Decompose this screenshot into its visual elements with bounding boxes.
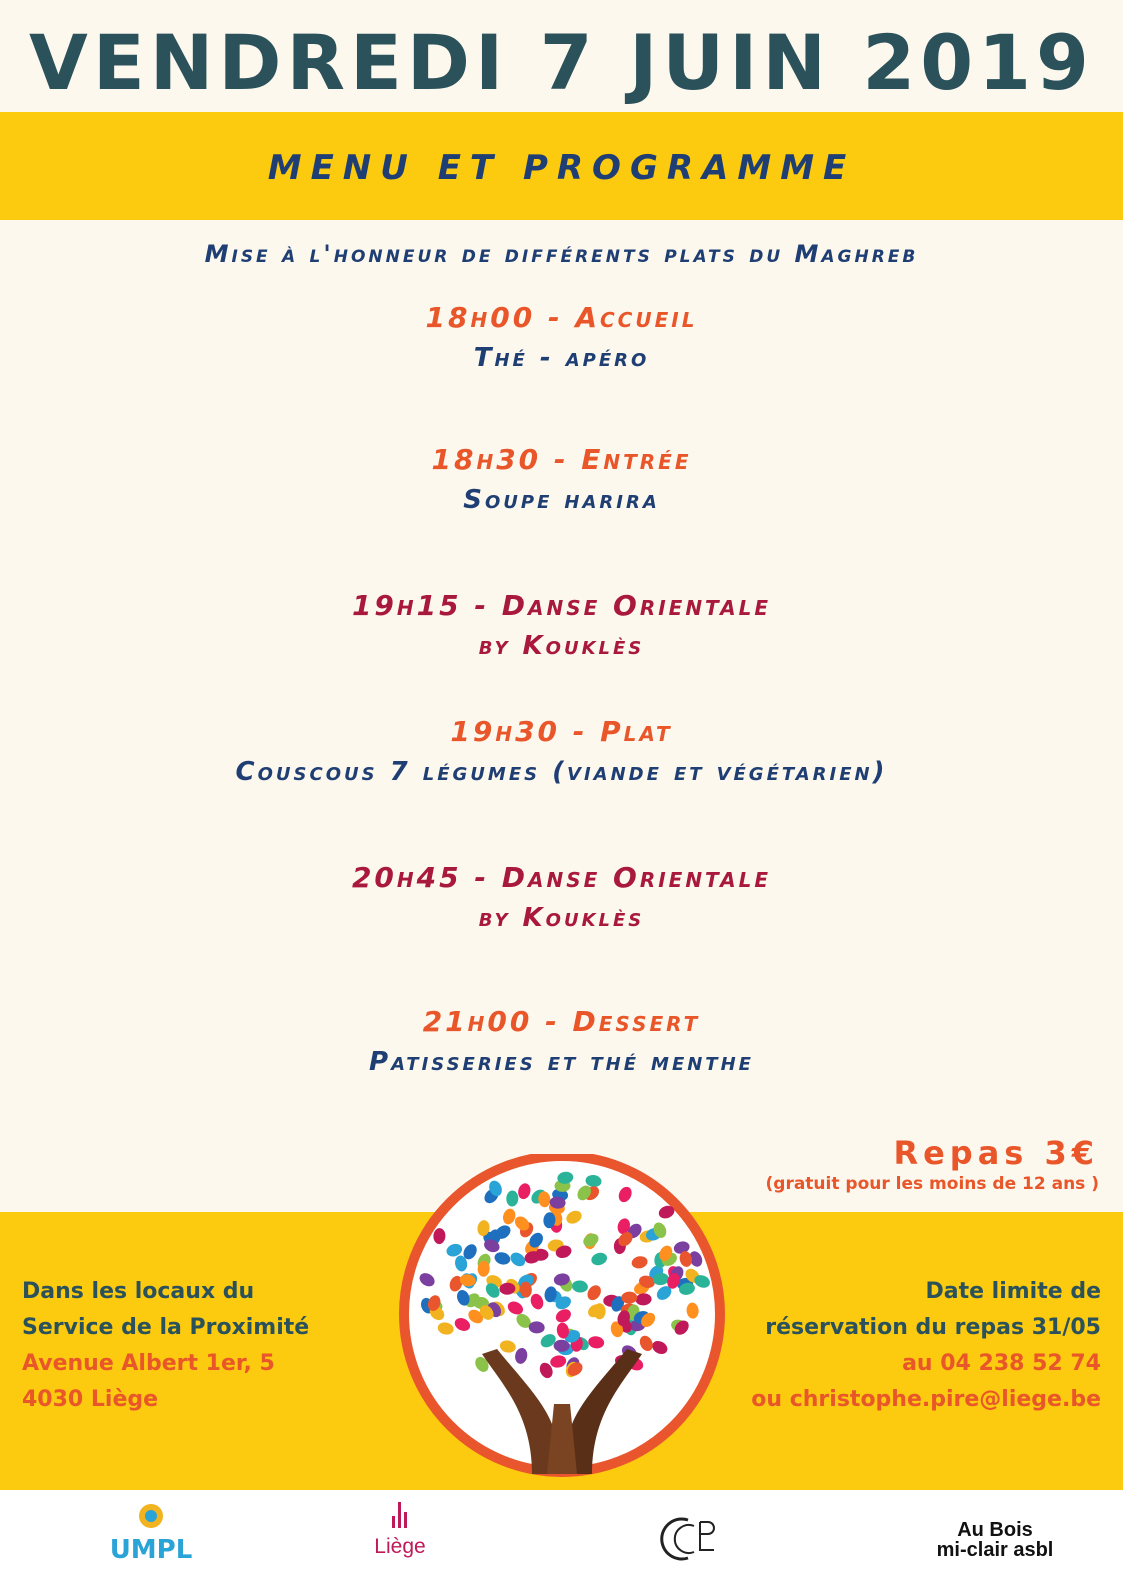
price-block [766,1134,1099,1194]
program-time: 19h30 - Plat [450,715,673,748]
price-note: (gratuit pour les moins de 12 ans ) [765,1174,1099,1194]
subtitle: MENU ET PROGRAMME [267,148,856,188]
address-line: Avenue Albert 1er, 5 [22,1351,275,1376]
program-item-plat [0,712,1123,792]
au-bois-logo [910,1520,1080,1560]
liege-logo [360,1500,440,1559]
au-bois-line2: mi-clair asbl [936,1539,1054,1561]
program-item-accueil [0,298,1123,378]
location-line: Service de la Proximité [22,1315,310,1340]
program-item-danse-1 [0,586,1123,666]
umpl-logo-text: UMPL [109,1535,193,1565]
price-label: Repas 3€ [893,1134,1099,1172]
program-time: 19h15 - Danse Orientale [351,589,772,622]
reservation-line: réservation du repas 31/05 [765,1315,1101,1340]
page-title: VENDREDI 7 JUIN 2019 [29,18,1094,107]
location-line: Dans les locaux du [22,1279,255,1304]
address-line: 4030 Liège [22,1387,159,1412]
program-desc: Patisseries et thé menthe [369,1047,754,1077]
subtitle-band [0,112,1123,220]
hands-tree-icon [382,1154,742,1494]
program-desc: Soupe harira [463,485,660,515]
phone-line: au 04 238 52 74 [902,1351,1101,1376]
cpl-logo [650,1512,730,1569]
liege-skyline-icon [380,1500,420,1530]
liege-logo-text: Liège [374,1535,426,1558]
program-item-dessert [0,1002,1123,1082]
program-time: 18h00 - Accueil [425,301,698,334]
program-time: 21h00 - Dessert [422,1005,701,1038]
au-bois-line1: Au Bois [957,1519,1033,1541]
tagline: Mise à l'honneur de différents plats du Maghreb [204,240,919,268]
program-desc: by Kouklès [478,631,645,661]
program-item-entree [0,440,1123,520]
program-time: 18h30 - Entrée [431,443,692,476]
program-item-danse-2 [0,858,1123,938]
reservation-line: Date limite de [925,1279,1101,1304]
reservation-block [751,1274,1101,1418]
cpl-monogram-icon [658,1512,722,1564]
umpl-logo [108,1500,194,1565]
umpl-emblem-icon [131,1500,171,1530]
program-time: 20h45 - Danse Orientale [351,861,772,894]
program-desc: Couscous 7 légumes (viande et végétarien) [235,757,888,787]
email-line[interactable]: ou christophe.pire@liege.be [751,1387,1101,1412]
program-desc: Thé - apéro [473,343,650,373]
program-desc: by Kouklès [478,903,645,933]
location-block [22,1274,309,1418]
